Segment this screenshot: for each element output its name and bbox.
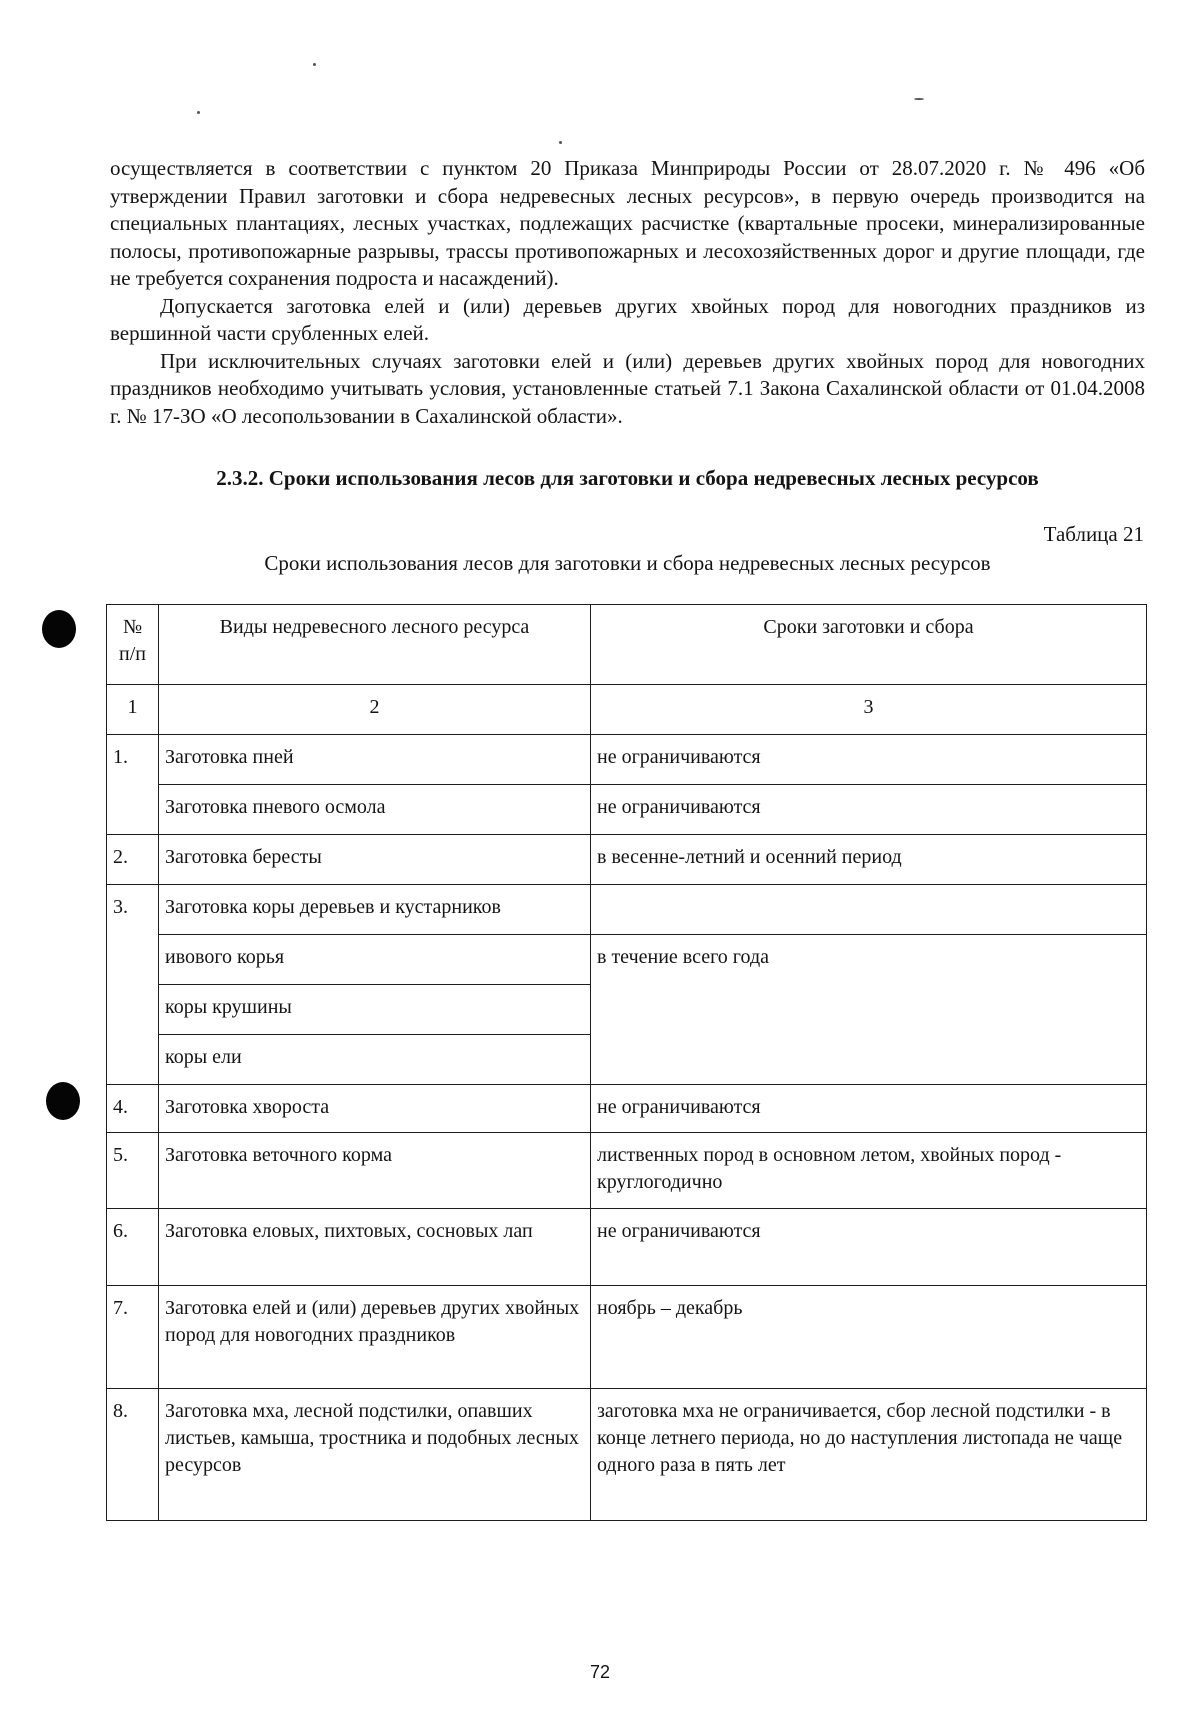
terms-cell: в весенне-летний и осенний период	[591, 835, 1147, 885]
table-number: Таблица 21	[1043, 522, 1144, 546]
table-header-row	[107, 605, 1147, 685]
row-number: 6.	[107, 1209, 159, 1286]
table-row	[107, 885, 1147, 935]
row-number: 3.	[107, 885, 159, 1085]
header-terms: Сроки заготовки и сбора	[591, 605, 1147, 685]
table-row	[107, 835, 1147, 885]
resource-cell: ивового корья	[159, 935, 591, 985]
terms-cell: ноябрь – декабрь	[591, 1286, 1147, 1389]
punch-hole-top	[42, 610, 76, 648]
row-number: 2.	[107, 835, 159, 885]
resource-cell: Заготовка пней	[159, 735, 591, 785]
scan-speck	[559, 141, 562, 144]
table-row	[107, 935, 1147, 985]
resource-cell: Заготовка пневого осмола	[159, 785, 591, 835]
table-row	[107, 1286, 1147, 1389]
header-number: № п/п	[107, 605, 159, 685]
column-number: 2	[159, 685, 591, 735]
scan-speck	[914, 98, 924, 100]
row-number: 8.	[107, 1389, 159, 1521]
terms-cell: в течение всего года	[591, 935, 1147, 1085]
table-row	[107, 1133, 1147, 1209]
section-heading: 2.3.2. Сроки использования лесов для заготовки и сбора недревесных лесных ресурсов	[216, 466, 1039, 490]
resource-cell: Заготовка еловых, пихтовых, сосновых лап	[159, 1209, 591, 1286]
resource-cell: коры крушины	[159, 985, 591, 1035]
column-number: 1	[107, 685, 159, 735]
table-row	[107, 1389, 1147, 1521]
resource-cell: Заготовка веточного корма	[159, 1133, 591, 1209]
terms-cell: не ограничиваются	[591, 735, 1147, 785]
row-number: 7.	[107, 1286, 159, 1389]
paragraph-2: Допускается заготовка елей и (или) деревьев других хвойных пород для новогодних праздников из вершинной части срубленных елей.	[110, 293, 1145, 345]
body-text	[110, 155, 1145, 430]
terms-cell: не ограничиваются	[591, 1085, 1147, 1133]
table-row	[107, 785, 1147, 835]
row-number: 4.	[107, 1085, 159, 1133]
punch-hole-bottom	[46, 1082, 80, 1120]
resource-cell: Заготовка коры деревьев и кустарников	[159, 885, 591, 935]
header-resource-type: Виды недревесного лесного ресурса	[159, 605, 591, 685]
resource-cell: Заготовка хвороста	[159, 1085, 591, 1133]
scan-speck	[313, 63, 316, 66]
column-number: 3	[591, 685, 1147, 735]
table-row	[107, 1209, 1147, 1286]
page-number: 72	[589, 1662, 611, 1682]
table-column-numbers-row	[107, 685, 1147, 735]
resource-cell: Заготовка елей и (или) деревьев других хвойных пород для новогодних праздников	[159, 1286, 591, 1389]
paragraph-1: осуществляется в соответствии с пунктом 20 Приказа Минприроды России от 28.07.2020 г. № 496 «Об утверждении Правил заготовки и сбора недревесных лесных ресурсов», в первую очередь производится на специальных плантациях, лесных участках, подлежащих расчистке (квартальные просеки, минерализированные полосы, противопожарные разрывы, трассы противопожарных и лесохозяйственных дорог и другие площади, где не требуется сохранения подроста и насаждений).	[110, 156, 1145, 290]
terms-cell: не ограничиваются	[591, 785, 1147, 835]
resources-table	[106, 604, 1147, 1521]
terms-cell: не ограничиваются	[591, 1209, 1147, 1286]
terms-cell: заготовка мха не ограничивается, сбор лесной подстилки - в конце летнего периода, но до наступления листопада не чаще одного раза в пять лет	[591, 1389, 1147, 1521]
table-row	[107, 735, 1147, 785]
row-number: 1.	[107, 735, 159, 835]
table-row	[107, 1085, 1147, 1133]
resource-cell: Заготовка бересты	[159, 835, 591, 885]
resource-cell: Заготовка мха, лесной подстилки, опавших листьев, камыша, тростника и подобных лесных ресурсов	[159, 1389, 591, 1521]
table-title: Сроки использования лесов для заготовки и сбора недревесных лесных ресурсов	[264, 551, 991, 575]
resource-cell: коры ели	[159, 1035, 591, 1085]
terms-cell: лиственных пород в основном летом, хвойных пород - круглогодично	[591, 1133, 1147, 1209]
paragraph-3: При исключительных случаях заготовки елей и (или) деревьев других хвойных пород для новогодних праздников необходимо учитывать условия, установленные статьей 7.1 Закона Сахалинской области от 01.04.2008 г. № 17-ЗО «О лесопользовании в Сахалинской области».	[110, 348, 1145, 428]
scan-speck	[197, 111, 200, 114]
terms-cell	[591, 885, 1147, 935]
row-number: 5.	[107, 1133, 159, 1209]
